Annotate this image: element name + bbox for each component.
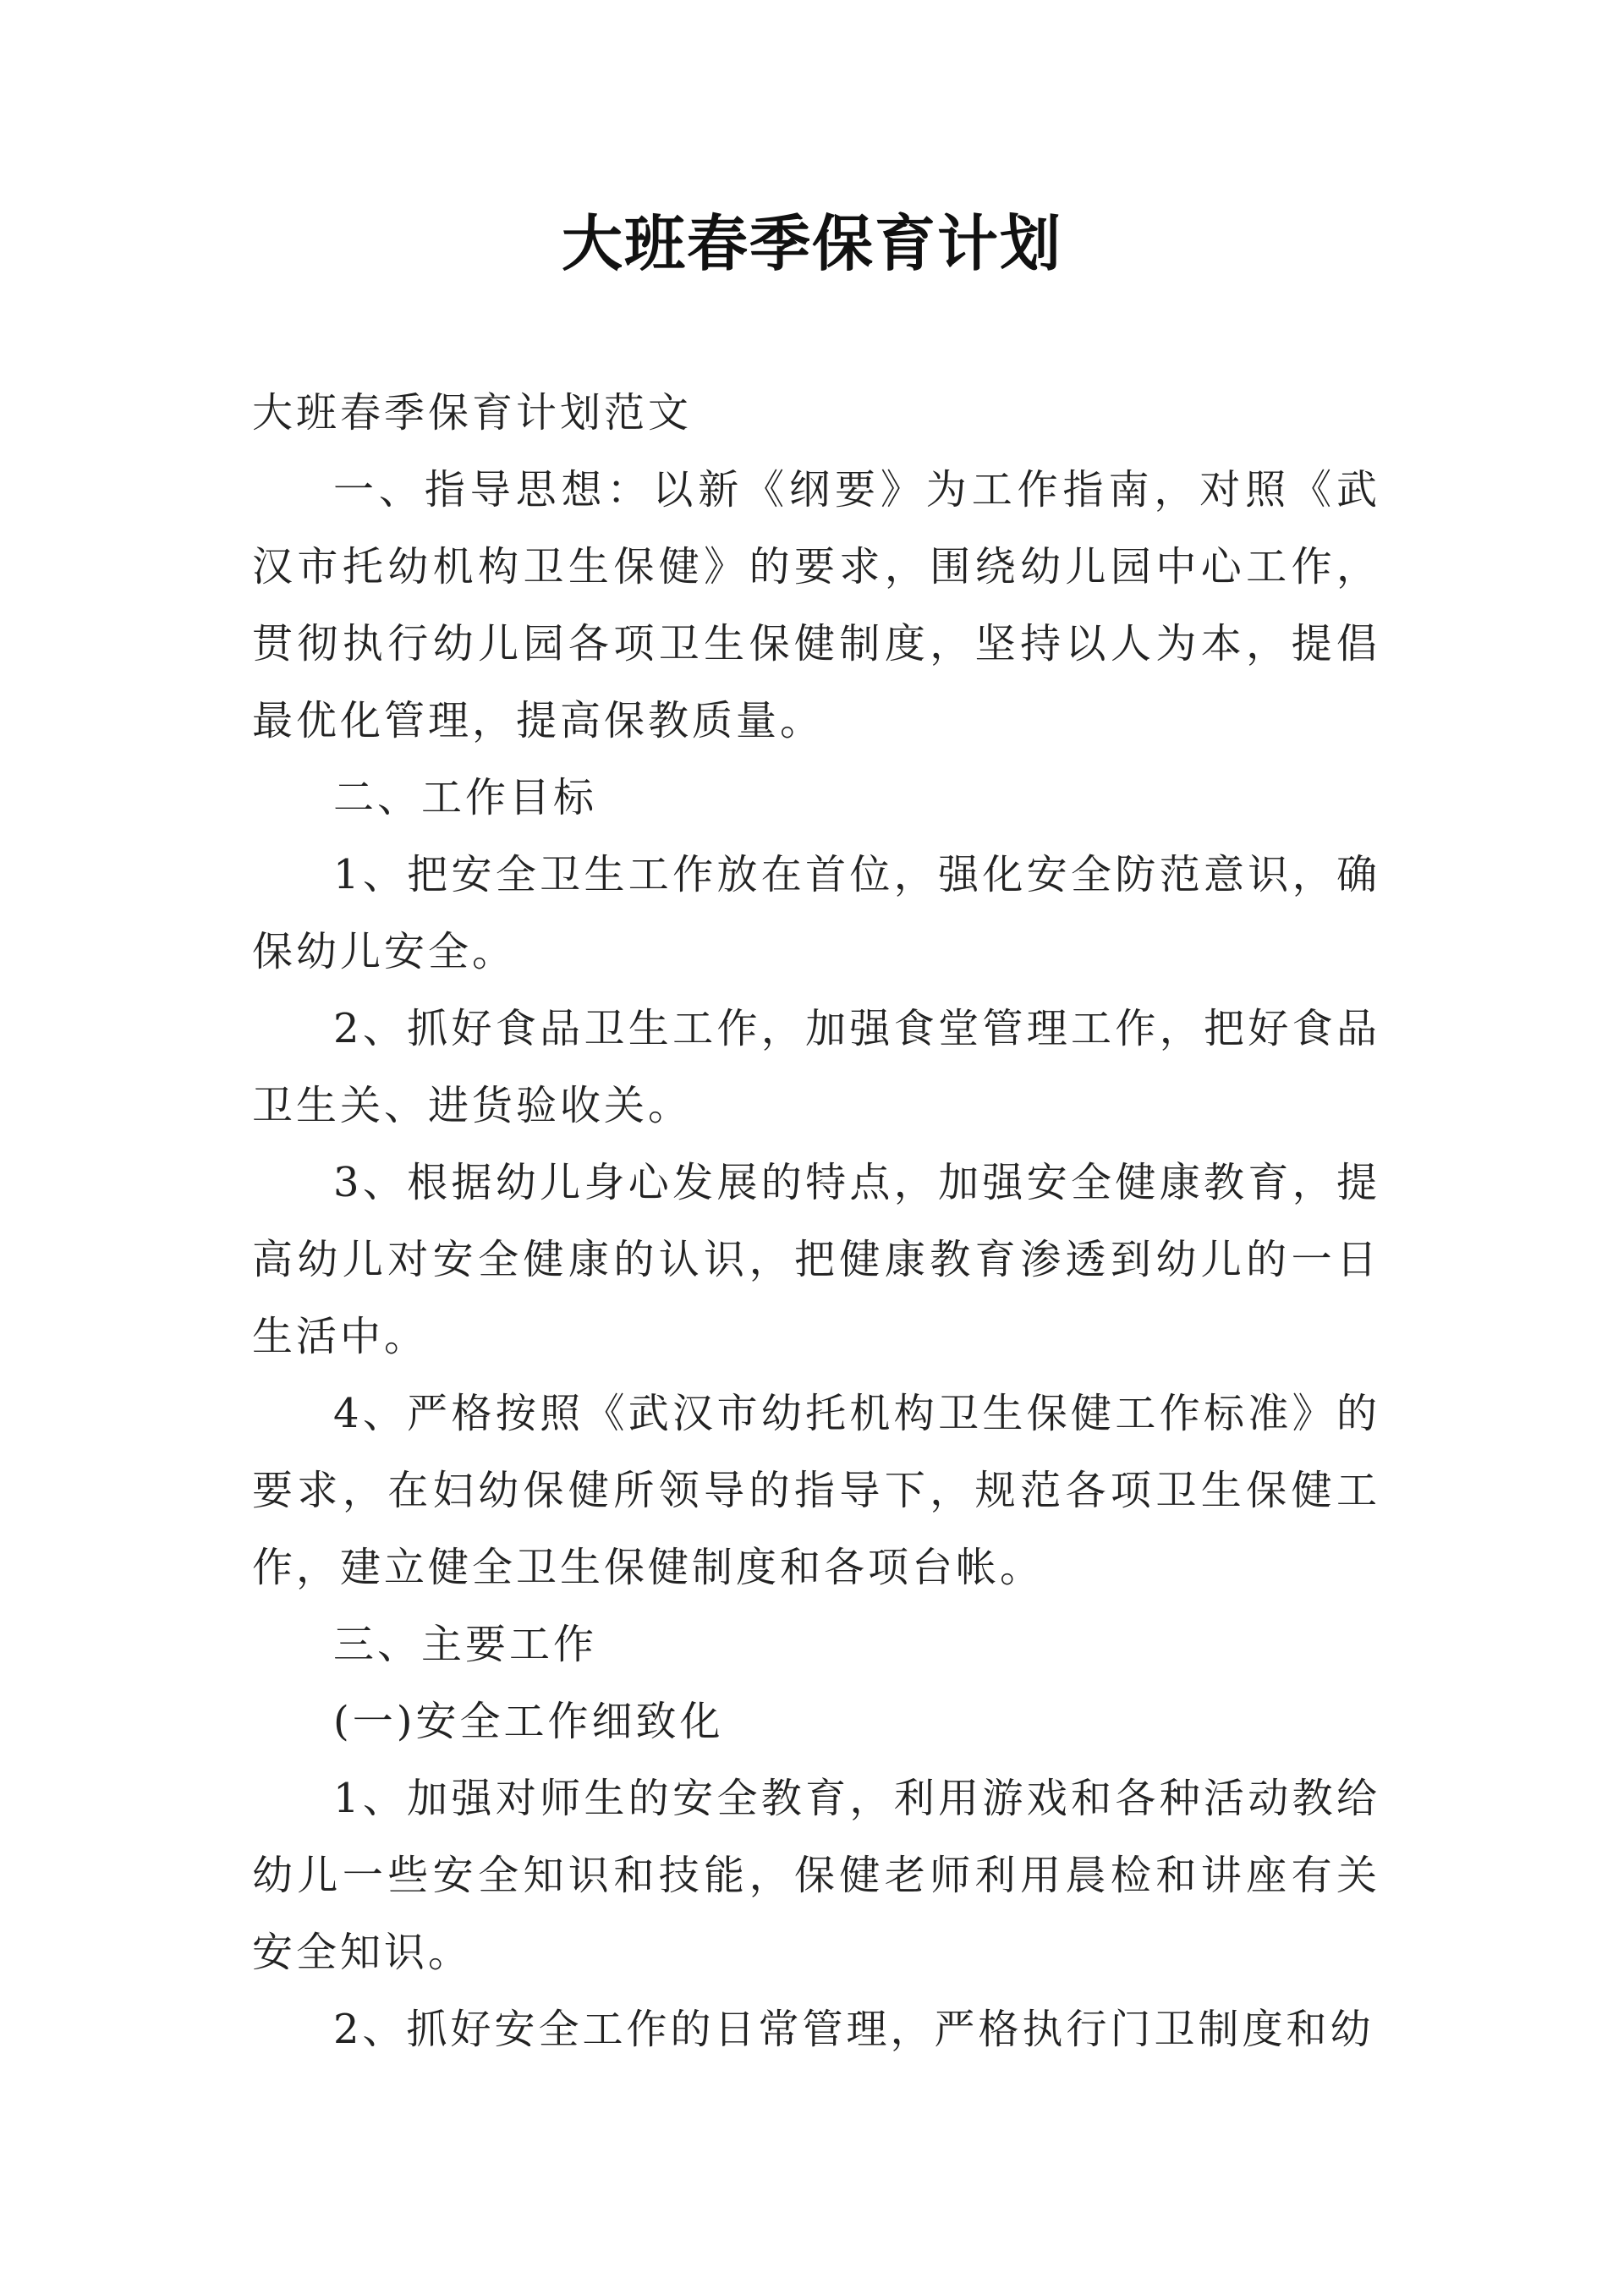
subtitle: 大班春季保育计划范文 [252, 389, 693, 436]
paragraph-safety-2: 2、抓好安全工作的日常管理，严格执行门卫制度和幼 [333, 2006, 1374, 2053]
paragraph-goal-4: 4、严格按照《武汉市幼托机构卫生保健工作标准》的要求，在妇幼保健所领导的指导下，规范各项卫生保健工作，建立健全卫生保健制度和各项台帐。 [252, 1390, 1380, 1591]
document-body [252, 375, 1380, 2068]
paragraph-goal-3: 3、根据幼儿身心发展的特点，加强安全健康教育，提高幼儿对安全健康的认识，把健康教育渗透到幼儿的一日生活中。 [252, 1159, 1380, 1360]
paragraph-goal-2: 2、抓好食品卫生工作，加强食堂管理工作，把好食品卫生关、进货验收关。 [252, 1005, 1380, 1129]
paragraph-goal-1: 1、把安全卫生工作放在首位，强化安全防范意识，确保幼儿安全。 [252, 851, 1380, 975]
heading-work-goals: 二、工作目标 [333, 774, 598, 821]
page-title: 大班春季保育计划 [561, 207, 1062, 279]
heading-main-work: 三、主要工作 [333, 1621, 598, 1668]
heading-safety-work: (一)安全工作细致化 [333, 1698, 724, 1745]
paragraph-guiding-ideology: 一、指导思想：以新《纲要》为工作指南，对照《武汉市托幼机构卫生保健》的要求，围绕幼儿园中心工作，贯彻执行幼儿园各项卫生保健制度，坚持以人为本，提倡最优化管理，提高保教质量。 [252, 466, 1380, 744]
paragraph-safety-1: 1、加强对师生的安全教育，利用游戏和各种活动教给幼儿一些安全知识和技能，保健老师利用晨检和讲座有关安全知识。 [252, 1775, 1380, 1976]
